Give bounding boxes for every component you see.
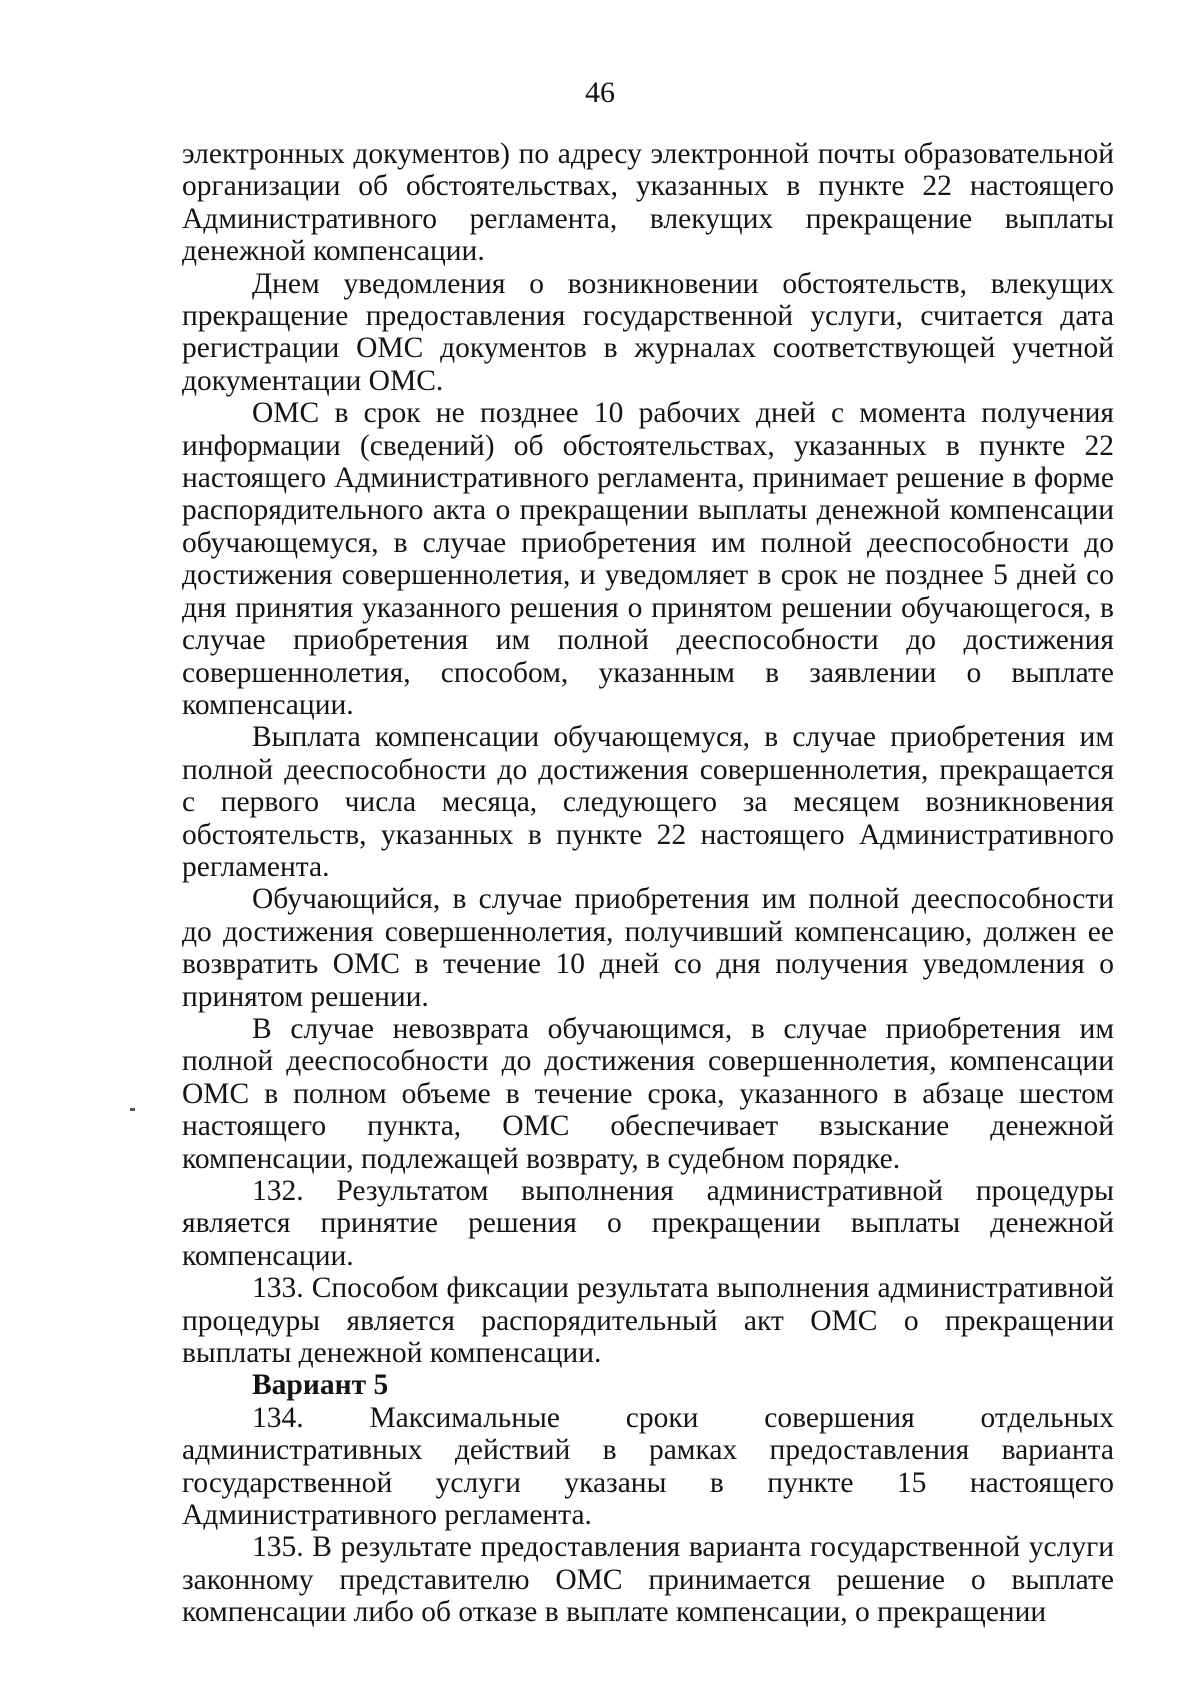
paragraph-notification-date: Днем уведомления о возникновении обстоятельств, влекущих прекращение предоставления государственной услуги, считается дата регистрации ОМС документов в журналах соответствующей учетной документации ОМС.: [182, 267, 1114, 397]
paragraph-refund-obligation: Обучающийся, в случае приобретения им полной дееспособности до достижения совершеннолетия, получивший компенсацию, должен ее возвратить ОМС в течение 10 дней со дня получения уведомления о принятом решении.: [182, 883, 1114, 1013]
document-body: [182, 138, 1114, 1629]
scan-speck: [130, 1108, 135, 1111]
paragraph-133: 133. Способом фиксации результата выполнения административной процедуры является распорядительный акт ОМС о прекращении выплаты денежной компенсации.: [182, 1272, 1114, 1370]
paragraph-continuation: электронных документов) по адресу электронной почты образовательной организации об обстоятельствах, указанных в пункте 22 настоящего Административного регламента, влекущих прекращение выплаты денежной компенсации.: [182, 138, 1114, 268]
paragraph-132: 132. Результатом выполнения административной процедуры является принятие решения о прекращении выплаты денежной компенсации.: [182, 1175, 1114, 1272]
paragraph-court-recovery: В случае невозврата обучающимся, в случае приобретения им полной дееспособности до достижения совершеннолетия, компенсации ОМС в полном объеме в течение срока, указанного в абзаце шестом настоящего пункта, ОМС обеспечивает взыскание денежной компенсации, подлежащей возврату, в судебном порядке.: [182, 1012, 1114, 1175]
paragraph-135: 135. В результате предоставления варианта государственной услуги законному представителю ОМС принимается решение о выплате компенсации либо об отказе в выплате компенсации, о прекращении: [182, 1531, 1114, 1629]
page-number: 46: [585, 76, 615, 109]
section-heading: Вариант 5: [252, 1369, 389, 1402]
paragraph-134: 134. Максимальные сроки совершения отдельных административных действий в рамках предоставления варианта государственной услуги указаны в пункте 15 настоящего Административного регламента.: [182, 1401, 1114, 1532]
paragraph-oms-decision: ОМС в срок не позднее 10 рабочих дней с момента получения информации (сведений) об обстоятельствах, указанных в пункте 22 настоящего Административного регламента, принимает решение в форме распорядительного акта о прекращении выплаты денежной компенсации обучающемуся, в случае приобретения им полной дееспособности до достижения совершеннолетия, и уведомляет в срок не позднее 5 дней со дня принятия указанного решения о принятом решении обучающегося, в случае приобретения им полной дееспособности до достижения совершеннолетия, способом, указанным в заявлении о выплате компенсации.: [182, 397, 1114, 721]
paragraph-payment-termination: Выплата компенсации обучающемуся, в случае приобретения им полной дееспособности до достижения совершеннолетия, прекращается с первого числа месяца, следующего за месяцем возникновения обстоятельств, указанных в пункте 22 настоящего Административного регламента.: [182, 721, 1114, 883]
